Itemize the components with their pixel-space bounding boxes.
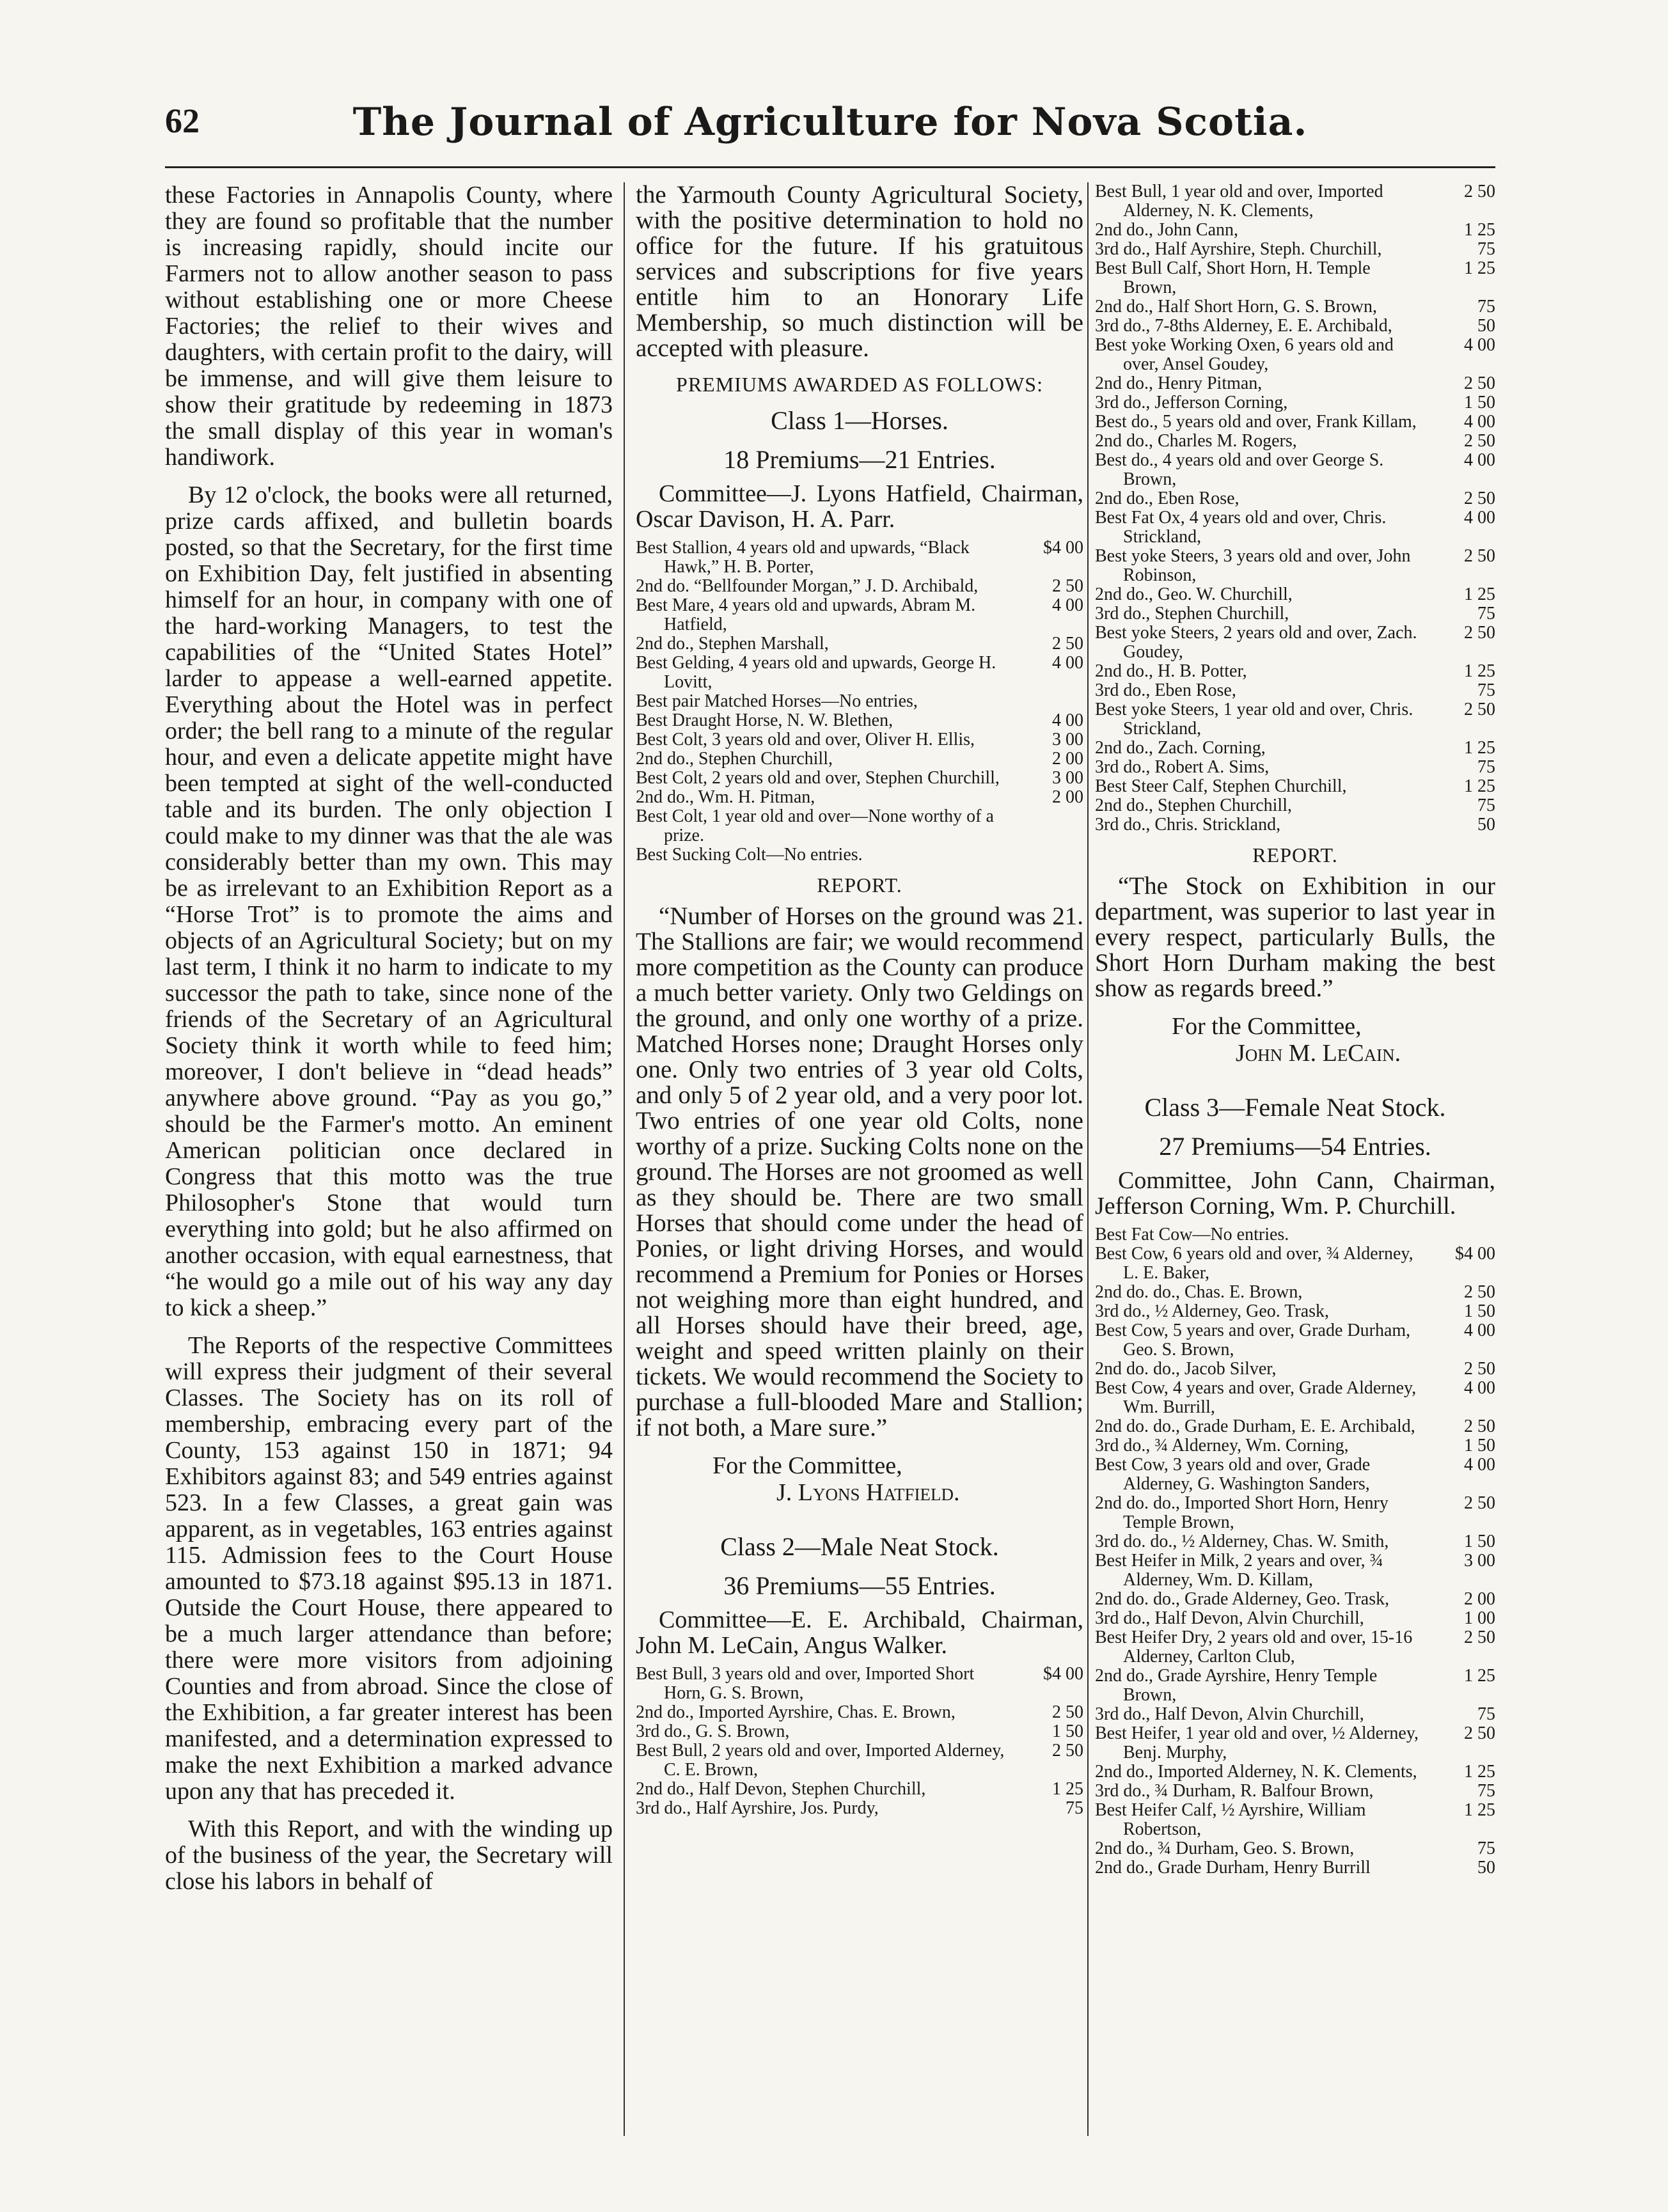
entry-description: 2nd do., H. B. Potter, — [1095, 661, 1247, 681]
entry-description: 2nd do., Eben Rose, — [1095, 489, 1239, 508]
premium-entry — [1095, 1551, 1495, 1590]
premium-entry — [1095, 412, 1495, 432]
entry-amount: 75 — [1477, 297, 1495, 317]
entry-description: 3rd do., ¾ Durham, R. Balfour Brown, — [1095, 1781, 1374, 1801]
entry-amount: 4 00 — [1464, 450, 1495, 470]
paragraph: The Reports of the respective Committees will express their judgment of their several Classes. The Society has on its roll of membership, embracing every part of the County, 153 against 150 in 1871; 94 Exhibitors against 83; and 549 entries against 523. In a few Classes, a great gain was apparent, as in vegetables, 163 entries against 115. Admission fees to the Court House amounted to $73.18 against $95.13 in 1871. Outside the Court House, there appeared to be a much larger attendance than before; there were more visitors from adjoining Counties and from abroad. Since the close of the Exhibition, a far greater interest has been manifested, and a determination expressed to make the next Exhibition a marked advance upon any that has preceded it. — [165, 1332, 613, 1805]
entry-description: Best Heifer Dry, 2 years old and over, 15-16 Alderney, Carlton Club, — [1095, 1628, 1413, 1667]
premium-entry — [1095, 1417, 1495, 1436]
entry-description: 2nd do., Henry Pitman, — [1095, 373, 1263, 393]
premium-entry — [636, 749, 1083, 769]
entry-amount: 75 — [1477, 1839, 1495, 1858]
entry-description: 3rd do., Half Devon, Alvin Churchill, — [1095, 1608, 1364, 1628]
premium-entry — [1095, 662, 1495, 681]
entry-amount: 50 — [1477, 815, 1495, 835]
premium-entry — [1095, 1283, 1495, 1302]
entry-amount: 2 50 — [1464, 1723, 1495, 1743]
entry-amount: 1 25 — [1464, 1800, 1495, 1820]
entry-description: Best Mare, 4 years old and upwards, Abram M. Hatfield, — [636, 595, 976, 634]
entry-description: 3rd do., Half Ayrshire, Jos. Purdy, — [636, 1798, 879, 1818]
journal-title: The Journal of Agriculture for Nova Scotia. — [352, 100, 1308, 145]
premium-entry — [1095, 547, 1495, 585]
column-middle — [636, 182, 1083, 1826]
entry-amount: 4 00 — [1464, 1321, 1495, 1340]
entry-description: 2nd do., ¾ Durham, Geo. S. Brown, — [1095, 1839, 1355, 1858]
premium-entry — [636, 577, 1083, 596]
entry-amount — [1007, 692, 1083, 711]
premium-entry — [1095, 1705, 1495, 1724]
column-right — [1095, 182, 1495, 1885]
column-divider — [1087, 182, 1089, 2136]
entry-amount: 2 50 — [1464, 1493, 1495, 1513]
premium-entry — [1095, 508, 1495, 547]
entry-amount: 2 50 — [1052, 576, 1083, 596]
entry-amount: 50 — [1477, 1858, 1495, 1878]
entry-description: 2nd do., Imported Alderney, N. K. Clements, — [1095, 1762, 1417, 1782]
premium-entry — [1095, 336, 1495, 374]
entry-description: Best Stallion, 4 years old and upwards, “Black Hawk,” H. B. Porter, — [636, 538, 970, 577]
premium-entry — [1095, 393, 1495, 412]
entry-description: Best do., 4 years old and over George S. Brown, — [1095, 450, 1384, 489]
class-title: Class 3—Female Neat Stock. — [1144, 1093, 1446, 1122]
entry-description: Best Sucking Colt—No entries. — [636, 845, 863, 865]
premium-entry — [1095, 585, 1495, 604]
entry-amount: 1 25 — [1464, 258, 1495, 278]
entry-description: 2nd do., Grade Ayrshire, Henry Temple Brown, — [1095, 1666, 1378, 1705]
entry-amount: 2 50 — [1464, 182, 1495, 201]
entry-amount: 3 00 — [1052, 768, 1083, 788]
entry-description: Best Cow, 5 years and over, Grade Durham, Geo. S. Brown, — [1095, 1321, 1411, 1360]
page-header — [165, 96, 1495, 168]
entry-amount: 2 00 — [1052, 787, 1083, 807]
premium-list — [1095, 1225, 1495, 1878]
entry-description: 3rd do., Robert A. Sims, — [1095, 757, 1270, 777]
premium-entry — [636, 1741, 1083, 1780]
entry-description: 3rd do. do., ½ Alderney, Chas. W. Smith, — [1095, 1532, 1389, 1551]
entry-amount: 3 00 — [1052, 730, 1083, 749]
entry-description: Best Colt, 2 years old and over, Stephen Churchill, — [636, 768, 1000, 788]
entry-description: Best Bull, 3 years old and over, Imported Short Horn, G. S. Brown, — [636, 1664, 975, 1703]
premium-entry — [1095, 604, 1495, 624]
premium-entry — [1095, 1225, 1495, 1244]
entry-amount: 4 00 — [1464, 1455, 1495, 1475]
entry-description: 2nd do., Grade Durham, Henry Burrill — [1095, 1858, 1371, 1878]
premium-entry — [636, 845, 1083, 865]
entry-description: 3rd do., G. S. Brown, — [636, 1722, 790, 1741]
class-counts: 27 Premiums—54 Entries. — [1159, 1132, 1431, 1161]
entry-description: 2nd do., Stephen Churchill, — [636, 749, 833, 769]
entry-amount — [1007, 807, 1083, 845]
premium-entry — [1095, 182, 1495, 221]
premium-entry — [1095, 259, 1495, 297]
premium-entry — [1095, 1858, 1495, 1878]
entry-amount: 4 00 — [1464, 508, 1495, 528]
entry-amount: 75 — [1477, 1781, 1495, 1801]
entry-amount: 2 50 — [1052, 634, 1083, 654]
premium-entry — [1095, 451, 1495, 489]
entry-amount: $4 00 — [1455, 1244, 1495, 1264]
premium-entry — [636, 634, 1083, 654]
premium-entry — [636, 654, 1083, 692]
entry-amount: 1 50 — [1052, 1722, 1083, 1741]
entry-amount: 75 — [1477, 239, 1495, 259]
entry-description: Best Colt, 3 years old and over, Oliver H. Ellis, — [636, 730, 975, 749]
entry-amount: 2 00 — [1052, 749, 1083, 769]
entry-description: 2nd do. do., Imported Short Horn, Henry Temple Brown, — [1095, 1493, 1389, 1532]
premium-entry — [1095, 1609, 1495, 1628]
premium-entry — [636, 1799, 1083, 1818]
entry-amount: 4 00 — [1052, 653, 1083, 673]
entry-amount: 2 50 — [1464, 489, 1495, 508]
entry-amount: 50 — [1477, 316, 1495, 336]
premium-entry — [1095, 297, 1495, 317]
premium-entry — [636, 711, 1083, 730]
entry-description: 3rd do., 7-8ths Alderney, E. E. Archibald, — [1095, 316, 1392, 336]
entry-description: Best yoke Steers, 2 years old and over, Zach. Goudey, — [1095, 623, 1417, 662]
entry-description: Best Cow, 6 years old and over, ¾ Alderney, L. E. Baker, — [1095, 1244, 1413, 1283]
premium-entry — [1095, 1455, 1495, 1494]
report-heading: REPORT. — [817, 874, 902, 897]
entry-description: Best Bull Calf, Short Horn, H. Temple Brown, — [1095, 258, 1371, 297]
premium-entry — [636, 807, 1083, 845]
entry-description: 2nd do., Wm. H. Pitman, — [636, 787, 815, 807]
premium-entry — [1095, 1801, 1495, 1839]
entry-description: Best do., 5 years old and over, Frank Killam, — [1095, 412, 1417, 432]
class-title: Class 2—Male Neat Stock. — [720, 1532, 999, 1561]
premium-entry — [1095, 221, 1495, 240]
entry-description: 3rd do., ½ Alderney, Geo. Trask, — [1095, 1301, 1330, 1321]
entry-amount: 2 50 — [1464, 1628, 1495, 1647]
entry-description: Best Bull, 2 years old and over, Imported Alderney, C. E. Brown, — [636, 1741, 1005, 1780]
premium-entry — [1095, 758, 1495, 777]
entry-amount: 75 — [1477, 604, 1495, 624]
entry-description: 2nd do. do., Grade Alderney, Geo. Trask, — [1095, 1589, 1390, 1609]
entry-amount: 75 — [1477, 680, 1495, 700]
entry-description: 3rd do., Half Devon, Alvin Churchill, — [1095, 1704, 1364, 1724]
premium-entry — [1095, 1724, 1495, 1762]
entry-amount: 1 25 — [1464, 738, 1495, 758]
entry-amount: 75 — [1477, 757, 1495, 777]
premium-entry — [636, 596, 1083, 634]
signoff-line: For the Committee, — [1172, 1013, 1362, 1040]
entry-amount: 2 50 — [1464, 431, 1495, 451]
premium-entry — [1095, 739, 1495, 758]
entry-description: Best Heifer, 1 year old and over, ½ Alderney, Benj. Murphy, — [1095, 1723, 1419, 1762]
entry-amount: 2 50 — [1464, 1359, 1495, 1379]
premiums-heading: PREMIUMS AWARDED AS FOLLOWS: — [676, 373, 1043, 396]
premium-entry — [1095, 1532, 1495, 1551]
entry-description: Best Draught Horse, N. W. Blethen, — [636, 710, 893, 730]
premium-entry — [636, 769, 1083, 788]
paragraph: With this Report, and with the winding up of the business of the year, the Secretary will close his labors in behalf of — [165, 1816, 613, 1895]
entry-amount — [1007, 845, 1083, 865]
premium-entry — [1095, 1321, 1495, 1360]
premium-entry — [1095, 317, 1495, 336]
premium-entry — [636, 1780, 1083, 1799]
paragraph: these Factories in Annapolis County, where they are found so profitable that the number is increasing rapidly, should incite our Farmers not to allow another season to pass without establishing one or more Cheese Factories; the relief to their wives and daughters, with certain profit to the dairy, will be immense, and will give them leisure to show their gratitude by redeeming in 1873 the small display of this year in woman's handiwork. — [165, 182, 613, 471]
entry-description: 2nd do. do., Chas. E. Brown, — [1095, 1282, 1303, 1302]
entry-amount: 2 00 — [1464, 1589, 1495, 1609]
premium-entry — [1095, 489, 1495, 508]
entry-description: 3rd do., Half Ayrshire, Steph. Churchill, — [1095, 239, 1382, 259]
entry-description: Best Heifer Calf, ½ Ayrshire, William Robertson, — [1095, 1800, 1366, 1839]
entry-description: Best Gelding, 4 years old and upwards, George H. Lovitt, — [636, 653, 996, 692]
entry-amount: 75 — [1477, 1704, 1495, 1724]
entry-amount: $4 00 — [1043, 1664, 1083, 1684]
entry-amount: 4 00 — [1464, 412, 1495, 432]
entry-amount: 75 — [1066, 1798, 1083, 1818]
entry-amount: 1 00 — [1464, 1608, 1495, 1628]
entry-description: 2nd do. do., Jacob Silver, — [1095, 1359, 1277, 1379]
premium-entry — [1095, 1436, 1495, 1455]
premium-entry — [1095, 1628, 1495, 1667]
entry-amount: 2 50 — [1464, 373, 1495, 393]
paragraph: By 12 o'clock, the books were all returned, prize cards affixed, and bulletin boards posted, so that the Secretary, for the first time on Exhibition Day, felt justified in absenting himself for an hour, in company with one of the hard-working Managers, to test the capabilities of the “United States Hotel” larder to appease a well-earned appetite. Everything about the Hotel was in perfect order; the bell rang to a minute of the regular hour, and even a delicate appetite might have been tempted at sight of the well-conducted table and its burden. The only objection I could make to my dinner was that the ale was considerably better than my own. This may be as irrelevant to an Exhibition Report as a “Horse Trot” is to promote the aims and objects of an Agricultural Society; but on my last term, I think it no harm to indicate to my successor the path to take, since none of the friends of the Secretary of an Agricultural Society think it worth while to feed him; moreover, I don't believe in “dead heads” anywhere above ground. “Pay as you go,” should be the Farmer's motto. An eminent American politician once declared in Congress that this motto was the true Philosopher's Stone that would turn everything into gold; but he also affirmed on another occasion, with equal earnestness, that “he would go a mile out of his way any day to kick a sheep.” — [165, 482, 613, 1321]
entry-amount: 1 25 — [1464, 584, 1495, 604]
entry-description: 3rd do., Eben Rose, — [1095, 680, 1236, 700]
paragraph: the Yarmouth County Agricultural Society, with the positive determination to hold no office for the future. If his gratuitous services and subscriptions for five years entitle him to an Honorary Life Membership, so much distinction will be accepted with pleasure. — [636, 181, 1083, 362]
premium-entry — [636, 1665, 1083, 1703]
entry-description: Best Heifer in Milk, 2 years and over, ¾ Alderney, Wm. D. Killam, — [1095, 1551, 1383, 1590]
entry-amount: 1 50 — [1464, 1532, 1495, 1551]
report-text: “The Stock on Exhibition in our department, was superior to last year in every respect, particularly Bulls, the Short Horn Durham making the best show as regards breed.” — [1095, 872, 1495, 1002]
entry-amount: 1 25 — [1464, 1762, 1495, 1782]
entry-amount: 75 — [1477, 796, 1495, 815]
entry-amount: 4 00 — [1052, 710, 1083, 730]
class-counts: 18 Premiums—21 Entries. — [723, 445, 996, 474]
entry-description: 2nd do., Half Devon, Stephen Churchill, — [636, 1779, 926, 1799]
premium-entry — [636, 730, 1083, 749]
committee-line: Committee—J. Lyons Hatfield, Chairman, Oscar Davison, H. A. Parr. — [636, 480, 1083, 533]
entry-amount: $4 00 — [1043, 538, 1083, 558]
entry-description: 2nd do. “Bellfounder Morgan,” J. D. Archibald, — [636, 576, 979, 596]
entry-amount: 1 50 — [1464, 1436, 1495, 1455]
report-text: “Number of Horses on the ground was 21. The Stallions are fair; we would recommend more competition as the County can produce a much better variety. Only two Geldings on the ground, and only one worthy of a prize. Matched Horses none; Draught Horses only one. Only two entries of 3 year old Colts, and only 5 of 2 year old, and a very poor lot. Two entries of one year old Colts, none worthy of a prize. Sucking Colts none on the ground. The Horses are not groomed as well as they should be. There are two small Horses that should come under the head of Ponies, or light driving Horses, and would recommend a Premium for Ponies or Horses not weighing more than eight hundred, and all Horses should have their breed, age, weight and speed written plainly on their tickets. We would recommend the Society to purchase a full-blooded Mare and Stallion; if not both, a Mare sure.” — [636, 902, 1083, 1441]
entry-description: Best yoke Steers, 3 years old and over, John Robinson, — [1095, 546, 1411, 585]
committee-line: Committee—E. E. Archibald, Chairman, John M. LeCain, Angus Walker. — [636, 1606, 1083, 1659]
entry-description: 2nd do., Half Short Horn, G. S. Brown, — [1095, 297, 1377, 317]
premium-entry — [1095, 624, 1495, 662]
entry-amount: 1 50 — [1464, 1301, 1495, 1321]
premium-entry — [636, 1703, 1083, 1722]
page-number: 62 — [165, 102, 200, 140]
entry-description: Best Colt, 1 year old and over—None worthy of a prize. — [636, 806, 994, 845]
class-counts: 36 Premiums—55 Entries. — [723, 1571, 996, 1600]
entry-amount: 2 50 — [1464, 546, 1495, 566]
entry-amount — [1419, 1225, 1495, 1244]
entry-amount: 2 50 — [1052, 1741, 1083, 1761]
entry-description: 3rd do., ¾ Alderney, Wm. Corning, — [1095, 1436, 1349, 1455]
entry-amount: 4 00 — [1464, 335, 1495, 355]
premium-entry — [1095, 1244, 1495, 1283]
entry-amount: 2 50 — [1464, 623, 1495, 643]
entry-amount: 4 00 — [1464, 1378, 1495, 1398]
entry-amount: 1 25 — [1464, 661, 1495, 681]
entry-amount: 2 50 — [1464, 1282, 1495, 1302]
entry-description: 2nd do., Zach. Corning, — [1095, 738, 1266, 758]
entry-description: Best Fat Ox, 4 years old and over, Chris. Strickland, — [1095, 508, 1387, 547]
premium-entry — [636, 1722, 1083, 1741]
entry-description: Best yoke Steers, 1 year old and over, Chris. Strickland, — [1095, 700, 1413, 739]
entry-amount: 1 25 — [1464, 1666, 1495, 1686]
entry-description: Best Cow, 3 years old and over, Grade Alderney, G. Washington Sanders, — [1095, 1455, 1371, 1494]
premium-entry — [1095, 1302, 1495, 1321]
premium-entry — [636, 692, 1083, 711]
premium-entry — [1095, 815, 1495, 835]
premium-entry — [1095, 1782, 1495, 1801]
entry-amount: 1 50 — [1464, 393, 1495, 412]
premium-entry — [1095, 1762, 1495, 1782]
entry-description: Best Bull, 1 year old and over, Imported Alderney, N. K. Clements, — [1095, 182, 1383, 221]
premium-entry — [1095, 432, 1495, 451]
premium-entry — [1095, 1667, 1495, 1705]
signoff-name: John M. LeCain. — [1236, 1040, 1401, 1067]
premium-entry — [1095, 240, 1495, 259]
entry-amount: 1 25 — [1464, 776, 1495, 796]
premium-entry — [1095, 1379, 1495, 1417]
entry-description: Best yoke Working Oxen, 6 years old and over, Ansel Goudey, — [1095, 335, 1394, 374]
premium-entry — [1095, 1590, 1495, 1609]
entry-amount: 2 50 — [1464, 700, 1495, 719]
premium-list — [1095, 182, 1495, 835]
entry-description: 2nd do., Imported Ayrshire, Chas. E. Brown, — [636, 1702, 956, 1722]
premium-list — [636, 1665, 1083, 1818]
entry-description: 2nd do., Charles M. Rogers, — [1095, 431, 1297, 451]
premium-entry — [1095, 700, 1495, 739]
premium-entry — [636, 788, 1083, 807]
entry-description: 3rd do., Stephen Churchill, — [1095, 604, 1289, 624]
premium-entry — [636, 538, 1083, 577]
entry-description: Best Steer Calf, Stephen Churchill, — [1095, 776, 1347, 796]
premium-list — [636, 538, 1083, 865]
entry-description: Best pair Matched Horses—No entries, — [636, 691, 918, 711]
class-title: Class 1—Horses. — [771, 406, 948, 435]
entry-description: 2nd do., Stephen Churchill, — [1095, 796, 1292, 815]
entry-description: 2nd do., John Cann, — [1095, 220, 1238, 240]
entry-amount: 1 25 — [1052, 1779, 1083, 1799]
entry-description: Best Fat Cow—No entries. — [1095, 1225, 1289, 1244]
premium-entry — [1095, 777, 1495, 796]
entry-description: 3rd do., Chris. Strickland, — [1095, 815, 1281, 835]
premium-entry — [1095, 796, 1495, 815]
signoff-name: J. Lyons Hatfield. — [776, 1479, 960, 1506]
premium-entry — [1095, 1494, 1495, 1532]
premium-entry — [1095, 1839, 1495, 1858]
entry-amount: 2 50 — [1464, 1416, 1495, 1436]
entry-amount: 2 50 — [1052, 1702, 1083, 1722]
entry-description: 2nd do., Stephen Marshall, — [636, 634, 829, 654]
entry-description: 2nd do., Geo. W. Churchill, — [1095, 584, 1293, 604]
entry-description: 3rd do., Jefferson Corning, — [1095, 393, 1288, 412]
column-divider — [624, 182, 625, 2136]
entry-description: 2nd do. do., Grade Durham, E. E. Archibald, — [1095, 1416, 1415, 1436]
entry-amount: 1 25 — [1464, 220, 1495, 240]
premium-entry — [1095, 1360, 1495, 1379]
report-heading: REPORT. — [1252, 843, 1338, 867]
entry-amount: 4 00 — [1052, 595, 1083, 615]
premium-entry — [1095, 374, 1495, 393]
signoff-line: For the Committee, — [712, 1452, 902, 1479]
entry-amount: 3 00 — [1464, 1551, 1495, 1571]
premium-entry — [1095, 681, 1495, 700]
entry-description: Best Cow, 4 years and over, Grade Alderney, Wm. Burrill, — [1095, 1378, 1417, 1417]
column-left — [165, 182, 613, 1906]
committee-line: Committee, John Cann, Chairman, Jefferson Corning, Wm. P. Churchill. — [1095, 1167, 1495, 1220]
